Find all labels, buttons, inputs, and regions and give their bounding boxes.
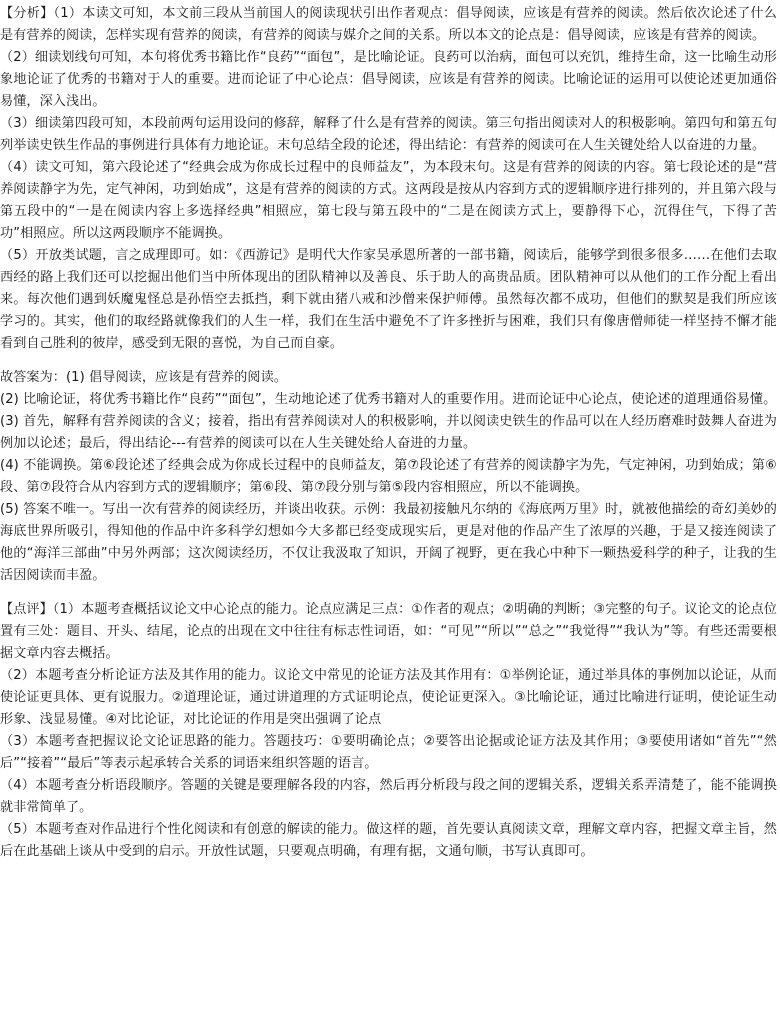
analysis-item-5: （5）开放类试题，言之成理即可。如：《西游记》是明代大作家吴承恩所著的一部书籍，阅读后，能够学到很多很多……在他们去取西经的路上我们还可以挖掘出他们当中所体现出的团队精神以及善良、乐于助人的高贵品质。团队精神可以从他们的工作分配上看出来。每次他们遇到妖魔鬼怪总是孙悟空去抵挡，剩下就由猪八戒和沙僧来保护师傅。虽然每次都不成功，但他们的默契是我们所应该学习的。其实，他们的取经路就像我们的人生一样，我们在生活中避免不了许多挫折与困难，我们只有像唐僧师徒一样坚持不懈才能看到自己胜利的彼岸，感受到无限的喜悦，为自己而自豪。 [0,248,777,351]
analysis-item-4: （4）读文可知，第六段论述了“经典会成为你成长过程中的良师益友”，为本段末句。这是有营养的阅读的内容。第七段论述的是“营养阅读静字为先，定气神闲，功到始成”，这是有营养的阅读的方式。这两段是按从内容到方式的逻辑顺序进行排列的，并且第六段与第五段中的“一是在阅读内容上多选择经典”相照应，第七段与第五段中的“二是在阅读方式上，要静得下心，沉得住气，下得了苦功”相照应。所以这两段顺序不能调换。 [0,160,777,241]
section-gap [0,587,777,599]
comment-item-4: （4）本题考查分析语段顺序。答题的关键是要理解各段的内容，然后再分析段与段之间的逻辑关系，逻辑关系弄清楚了，能不能调换就非常简单了。 [0,778,777,815]
comment-item-2: （2）本题考查分析论证方法及其作用的能力。议论文中常见的论证方法及其作用有：①举例论证，通过举具体的事例加以论证，从而使论证更具体、更有说服力。②道理论证，通过讲道理的方式证明论点，使论证更深入。③比喻论证，通过比喻进行证明，使论证生动形象、浅显易懂。④对比论证，对比论证的作用是突出强调了论点 [0,668,777,727]
analysis-item-1: 【分析】（1）本读文可知，本文前三段从当前国人的阅读现状引出作者观点：倡导阅读，应该是有营养的阅读。然后依次论述了什么是有营养的阅读，怎样实现有营养的阅读，有营养的阅读与媒介之间的关系。所以本文的论点是：倡导阅读，应该是有营养的阅读。 [0,6,777,43]
comment-item-1: 【点评】（1）本题考查概括议论文中心论点的能力。论点应满足三点：①作者的观点；②明确的判断；③完整的句子。议论文的论点位置有三处：题目、开头、结尾，论点的出现在文中往往有标志性词语，如：“可见”“所以”“总之”“我觉得”“我认为”等。有些还需要根据文章内容去概括。 [0,602,777,661]
answer-item-4: (4) 不能调换。第⑥段论述了经典会成为你成长过程中的良师益友，第⑦段论述了有营养的阅读静字为先，气定神闲，功到始成；第⑥段、第⑦段符合从内容到方式的逻辑顺序；第⑥段、第⑦段分别与第⑤段内容相照应，所以不能调换。 [0,458,777,495]
answer-item-5: (5) 答案不唯一。写出一次有营养的阅读经历，并谈出收获。示例：我最初接触凡尔纳的《海底两万里》时，就被他描绘的奇幻美妙的海底世界所吸引，得知他的作品中许多科学幻想如今大多都已经变成现实后，更是对他的作品产生了浓厚的兴趣，于是又接连阅读了他的“海洋三部曲”中另外两部；这次阅读经历，不仅让我汲取了知识，开阔了视野，更在我心中种下一颗热爱科学的种子，让我的生活因阅读而丰盈。 [0,502,777,583]
analysis-section [0,3,777,355]
answer-item-3: (3) 首先，解释有营养阅读的含义；接着，指出有营养阅读对人的积极影响，并以阅读史铁生的作品可以在人经历磨难时鼓舞人奋进为例加以论述；最后，得出结论---有营养的阅读可以在人生关键处给人奋进的力量。 [0,414,777,451]
comment-item-5: （5）本题考查对作品进行个性化阅读和有创意的解读的能力。做这样的题，首先要认真阅读文章，理解文章内容，把握文章主旨，然后在此基础上谈从中受到的启示。开放性试题，只要观点明确，有理有据，文通句顺，书写认真即可。 [0,822,777,859]
analysis-item-3: （3）细读第四段可知，本段前两句运用设问的修辞，解释了什么是有营养的阅读。第三句指出阅读对人的积极影响。第四句和第五句列举读史铁生作品的事例进行具体有力地论证。末句总结全段的论述，得出结论：有营养的阅读可在人生关键处给人以奋进的力量。 [0,116,777,153]
comment-item-3: （3）本题考查把握议论文论证思路的能力。答题技巧：①要明确论点；②要答出论据或论证方法及其作用；③要使用诸如“首先”“然后”“接着”“最后”等表示起承转合关系的词语来组织答题的语言。 [0,734,777,771]
comment-section [0,599,777,863]
analysis-item-2: （2）细读划线句可知，本句将优秀书籍比作“良药”“面包”，是比喻论证。良药可以治病，面包可以充饥，维持生命，这一比喻生动形象地论证了优秀的书籍对于人的重要。进而论证了中心论点：倡导阅读，应该是有营养的阅读。比喻论证的运用可以使论述更加通俗易懂，深入浅出。 [0,50,777,109]
answer-item-2: (2) 比喻论证，将优秀书籍比作“良药”“面包”，生动地论述了优秀书籍对人的重要作用。进而论证中心论点，使论述的道理通俗易懂。 [0,392,777,407]
answer-section [0,367,777,587]
section-gap [0,355,777,367]
answer-item-1: 故答案为：(1) 倡导阅读，应该是有营养的阅读。 [0,370,287,385]
